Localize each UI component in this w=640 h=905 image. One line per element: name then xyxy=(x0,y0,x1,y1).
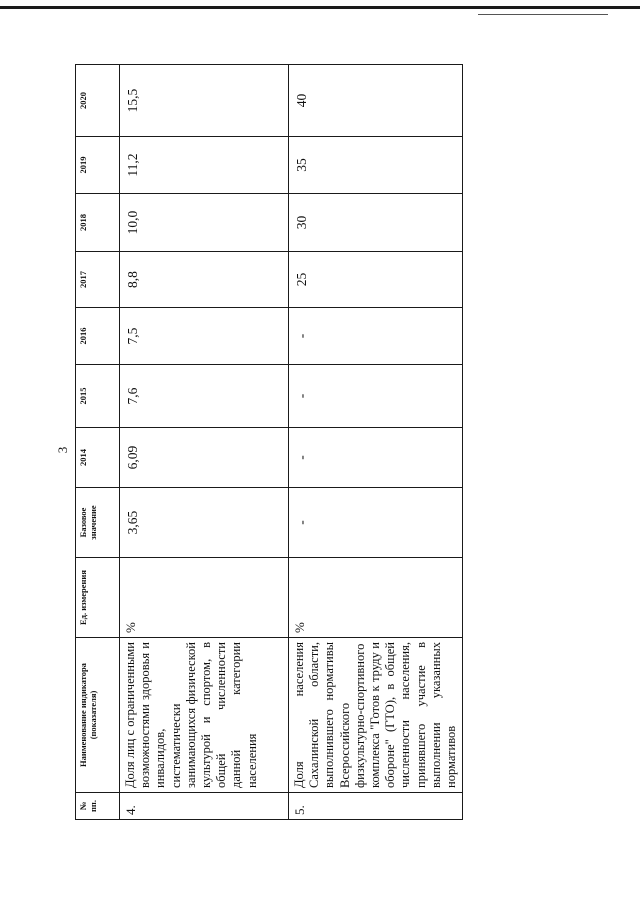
header-2016: 2016 xyxy=(76,308,120,365)
row-value-2017: 8,8 xyxy=(120,252,289,308)
row-value-2019: 11,2 xyxy=(120,137,289,194)
row-indicator-name: Доля населения Сахалинской области, выполнившего нормативы Всероссийского физкультурно-спортивного комплекса "Готов к труду и обороне" (ГТО), в общей численности населения, принявшего участие в выполнении указанных нормативов xyxy=(289,638,463,793)
row-value-2017: 25 xyxy=(289,252,463,308)
row-num: 4. xyxy=(120,793,289,820)
header-unit: Ед. измерения xyxy=(76,558,120,638)
row-value-2016: - xyxy=(289,308,463,365)
header-name: Наименование индикатора (показателя) xyxy=(76,638,120,793)
row-value-2018: 30 xyxy=(289,194,463,252)
indicator-table xyxy=(75,64,463,820)
header-2014: 2014 xyxy=(76,428,120,488)
row-value-2018: 10,0 xyxy=(120,194,289,252)
header-2017: 2017 xyxy=(76,252,120,308)
header-2015: 2015 xyxy=(76,365,120,428)
header-base: Базовое значение xyxy=(76,488,120,558)
row-unit: % xyxy=(120,558,289,638)
header-2018: 2018 xyxy=(76,194,120,252)
table-row xyxy=(120,65,289,820)
page-number: 3 xyxy=(55,446,70,454)
top-rule-thin xyxy=(478,14,608,15)
row-value-2020: 15,5 xyxy=(120,65,289,137)
table-row xyxy=(289,65,463,820)
row-value-2014: - xyxy=(289,428,463,488)
row-base-value: - xyxy=(289,488,463,558)
rotated-table-container xyxy=(75,65,459,820)
table-header-row xyxy=(76,65,120,820)
header-num: № пп. xyxy=(76,793,120,820)
row-value-2015: - xyxy=(289,365,463,428)
row-value-2020: 40 xyxy=(289,65,463,137)
row-value-2019: 35 xyxy=(289,137,463,194)
header-2019: 2019 xyxy=(76,137,120,194)
row-num: 5. xyxy=(289,793,463,820)
row-value-2015: 7,6 xyxy=(120,365,289,428)
row-value-2014: 6,09 xyxy=(120,428,289,488)
top-rule xyxy=(0,6,640,9)
row-base-value: 3,65 xyxy=(120,488,289,558)
row-value-2016: 7,5 xyxy=(120,308,289,365)
header-2020: 2020 xyxy=(76,65,120,137)
row-indicator-name: Доля лиц с ограниченными возможностями здоровья и инвалидов, систематически занимающихся физической культурой и спортом, в общей численности данной категории населения xyxy=(120,638,289,793)
row-unit: % xyxy=(289,558,463,638)
